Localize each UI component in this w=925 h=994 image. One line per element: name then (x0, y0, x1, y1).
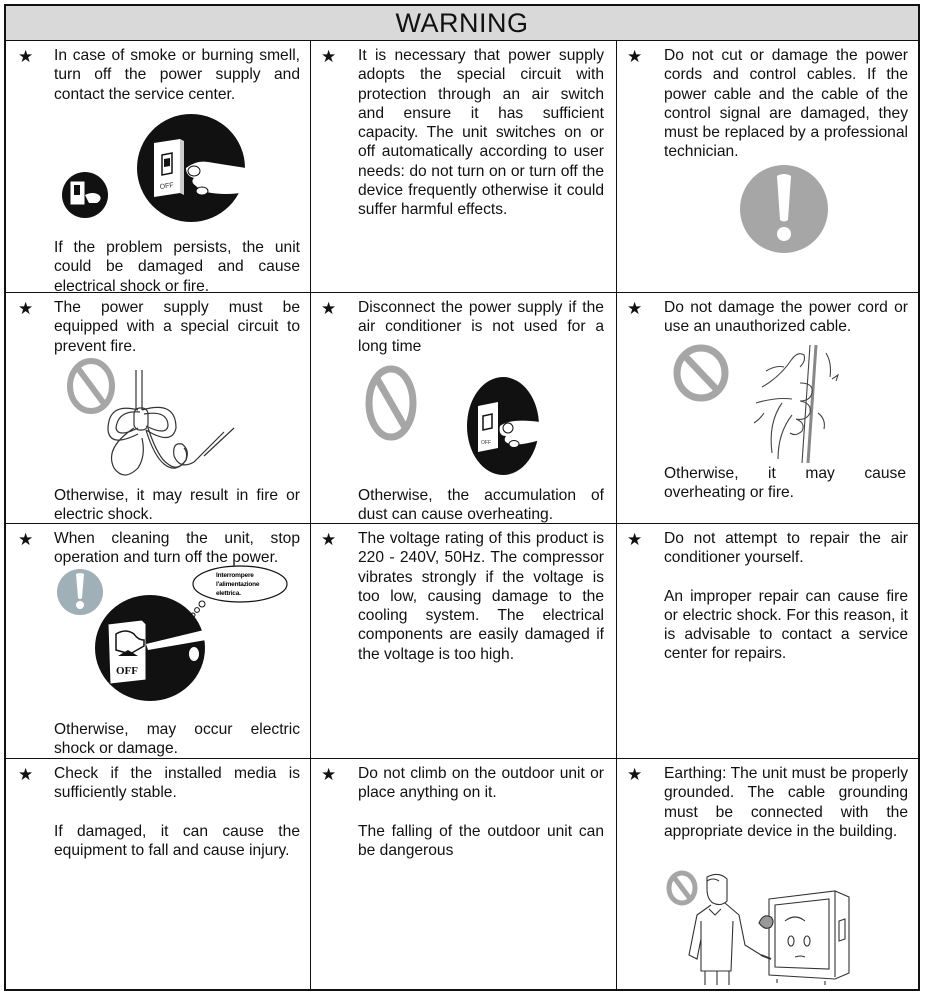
bubble-line-1: Interrompere (216, 572, 254, 579)
warning-detail-text: If damaged, it can cause the equipment to fall and cause injury. (54, 822, 300, 859)
warning-footer-text: Otherwise, it may cause overheating or fire. (664, 465, 906, 502)
warning-cell-earthing (617, 759, 918, 989)
bubble-line-2: l'alimentazione (216, 581, 260, 588)
warning-text-block (54, 764, 300, 860)
warning-text: Do not attempt to repair the air conditioner yourself. (664, 530, 908, 567)
warning-cell-cleaning (6, 524, 311, 759)
star-bullet-icon: ★ (18, 47, 34, 66)
star-bullet-icon: ★ (18, 530, 34, 549)
warning-cell-installation-stability (6, 759, 311, 989)
warning-text: The voltage rating of this product is 220 - 240V, 50Hz. The compressor vibrates strongly if the voltage is too low, causing damage to the cooling system. The electrical components are easily damaged if the voltage is too high. (358, 530, 604, 663)
warning-cell-power-cord (617, 293, 918, 524)
knotted-cable-icon (104, 368, 244, 488)
star-bullet-icon: ★ (627, 765, 643, 784)
bubble-line-3: elettrica. (216, 590, 241, 597)
svg-text:OFF: OFF (481, 440, 491, 446)
warning-cell-special-circuit (6, 293, 311, 524)
warning-detail-text: The falling of the outdoor unit can be dangerous (358, 822, 604, 859)
warning-text: In case of smoke or burning smell, turn off the power supply and contact the service center. (54, 47, 300, 103)
warning-footer-text: Otherwise, may occur electric shock or damage. (54, 721, 300, 758)
switch-off-large-icon (136, 113, 246, 223)
warning-text: When cleaning the unit, stop operation and turn off the power. (54, 530, 300, 567)
warning-text-block (664, 529, 908, 664)
warning-cell-power-supply-circuit (311, 41, 617, 293)
star-bullet-icon: ★ (321, 530, 337, 549)
warning-cell-disconnect-power (311, 293, 617, 524)
hand-pulling-cable-icon (752, 343, 852, 463)
warning-text: Earthing: The unit must be properly grounded. The cable grounding must be connected with the appropriate device in the building. (664, 765, 908, 840)
switch-off-small-icon (61, 171, 109, 219)
warning-footer-text: Otherwise, it may result in fire or electric shock. (54, 487, 300, 524)
warning-text-block (358, 764, 604, 860)
exclamation-icon (739, 164, 829, 254)
switch-off-icon (94, 594, 206, 702)
star-bullet-icon: ★ (627, 47, 643, 66)
man-with-outdoor-unit-icon (685, 871, 855, 989)
star-bullet-icon: ★ (18, 299, 34, 318)
svg-text:OFF: OFF (159, 182, 175, 191)
warning-text: The power supply must be equipped with a special circuit to prevent fire. (54, 299, 300, 355)
warning-grid (6, 41, 918, 989)
star-bullet-icon: ★ (627, 530, 643, 549)
warning-cell-repair (617, 524, 918, 759)
star-bullet-icon: ★ (18, 765, 34, 784)
warning-text: Do not climb on the outdoor unit or place anything on it. (358, 765, 604, 802)
warning-text: It is necessary that power supply adopts the special circuit with protection through an air switch and ensure it has sufficient capacity. The unit switches on or off automatically according to user needs: do not turn on or turn off the device frequently otherwise it could suffer harmful effects. (358, 47, 604, 219)
warning-footer-text: If the problem persists, the unit could be damaged and cause electrical shock or fire. (54, 239, 300, 295)
warning-text: Do not cut or damage the power cords and control cables. If the power cable and the cable of the control signal are damaged, they must be replaced by a professional technician. (664, 47, 908, 161)
star-bullet-icon: ★ (321, 299, 337, 318)
warning-header: WARNING (6, 6, 918, 41)
warning-text: Check if the installed media is sufficiently stable. (54, 765, 300, 802)
switch-off-icon (466, 376, 541, 476)
star-bullet-icon: ★ (627, 299, 643, 318)
off-label: OFF (116, 665, 138, 677)
warning-footer-text: Otherwise, the accumulation of dust can cause overheating. (358, 487, 604, 524)
prohibited-icon (364, 363, 419, 443)
prohibited-icon (672, 343, 730, 403)
warning-cell-outdoor-unit-climb (311, 759, 617, 989)
warning-text: Do not damage the power cord or use an unauthorized cable. (664, 299, 908, 336)
warning-table (4, 4, 920, 991)
star-bullet-icon: ★ (321, 47, 337, 66)
warning-cell-smoke (6, 41, 311, 293)
star-bullet-icon: ★ (321, 765, 337, 784)
warning-cell-cords-damage (617, 41, 918, 293)
warning-detail-text: An improper repair can cause fire or electric shock. For this reason, it is advisable to contact a service center for repairs. (664, 587, 908, 663)
warning-cell-voltage-rating (311, 524, 617, 759)
warning-text: Disconnect the power supply if the air conditioner is not used for a long time (358, 299, 604, 355)
